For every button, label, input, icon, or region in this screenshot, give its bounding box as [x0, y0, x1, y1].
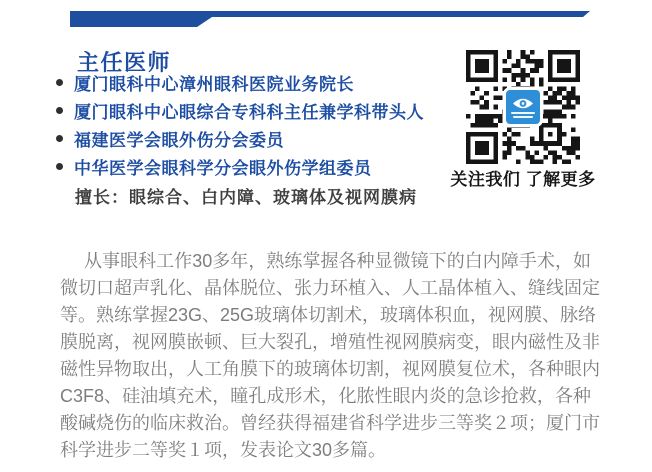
- credential-text: 厦门眼科中心眼综合专科科主任兼学科带头人: [74, 102, 424, 122]
- credential-text: 福建医学会眼外伤分会委员: [74, 130, 284, 150]
- qr-caption: 关注我们 了解更多: [450, 170, 596, 189]
- credential-item: [56, 152, 424, 180]
- credential-item: [56, 96, 424, 124]
- credential-text: 厦门眼科中心漳州眼科医院业务院长: [74, 74, 354, 94]
- header-accent-bar: [0, 0, 652, 40]
- bio-line: 微切口超声乳化、晶体脱位、张力环植入、人工晶体植入、缝线固定: [60, 278, 600, 298]
- bio-line: C3F8、硅油填充术，瞳孔成形术，化脓性眼内炎的急诊抢救，各种: [60, 386, 591, 406]
- biography-paragraph: [60, 248, 600, 464]
- credential-item: [56, 124, 424, 152]
- credentials-list: [56, 68, 424, 180]
- bio-line: 磁性异物取出，人工角膜下的玻璃体切割，视网膜复位术，各种眼内: [60, 359, 600, 379]
- specialty-line: 擅长：眼综合、白内障、玻璃体及视网膜病: [75, 188, 417, 207]
- qr-center-logo: [503, 87, 543, 127]
- qr-logo-text-line: [513, 116, 533, 118]
- bio-line: 等。熟练掌握23G、25G玻璃体切割术，玻璃体积血，视网膜、脉络: [60, 305, 597, 325]
- bullet-dot-icon: [56, 107, 63, 114]
- bullet-dot-icon: [56, 163, 63, 170]
- qr-code: [466, 50, 580, 164]
- bio-line: 酸碱烧伤的临床救治。曾经获得福建省科学进步三等奖２项；厦门市: [60, 413, 600, 433]
- bullet-dot-icon: [56, 79, 63, 86]
- bio-line: 从事眼科工作30多年，熟练掌握各种显微镜下的白内障手术，如: [84, 251, 591, 271]
- credential-text: 中华医学会眼科学分会眼外伤学组委员: [74, 158, 372, 178]
- bio-line: 膜脱离，视网膜嵌顿、巨大裂孔，增殖性视网膜病变，眼内磁性及非: [60, 332, 600, 352]
- bullet-dot-icon: [56, 135, 63, 142]
- eye-icon: [512, 97, 534, 110]
- qr-logo-text-line: [511, 112, 535, 114]
- page-title: 主任医师: [77, 50, 172, 75]
- credential-item: [56, 68, 424, 96]
- bio-line: 科学进步二等奖１项，发表论文30多篇。: [60, 440, 387, 460]
